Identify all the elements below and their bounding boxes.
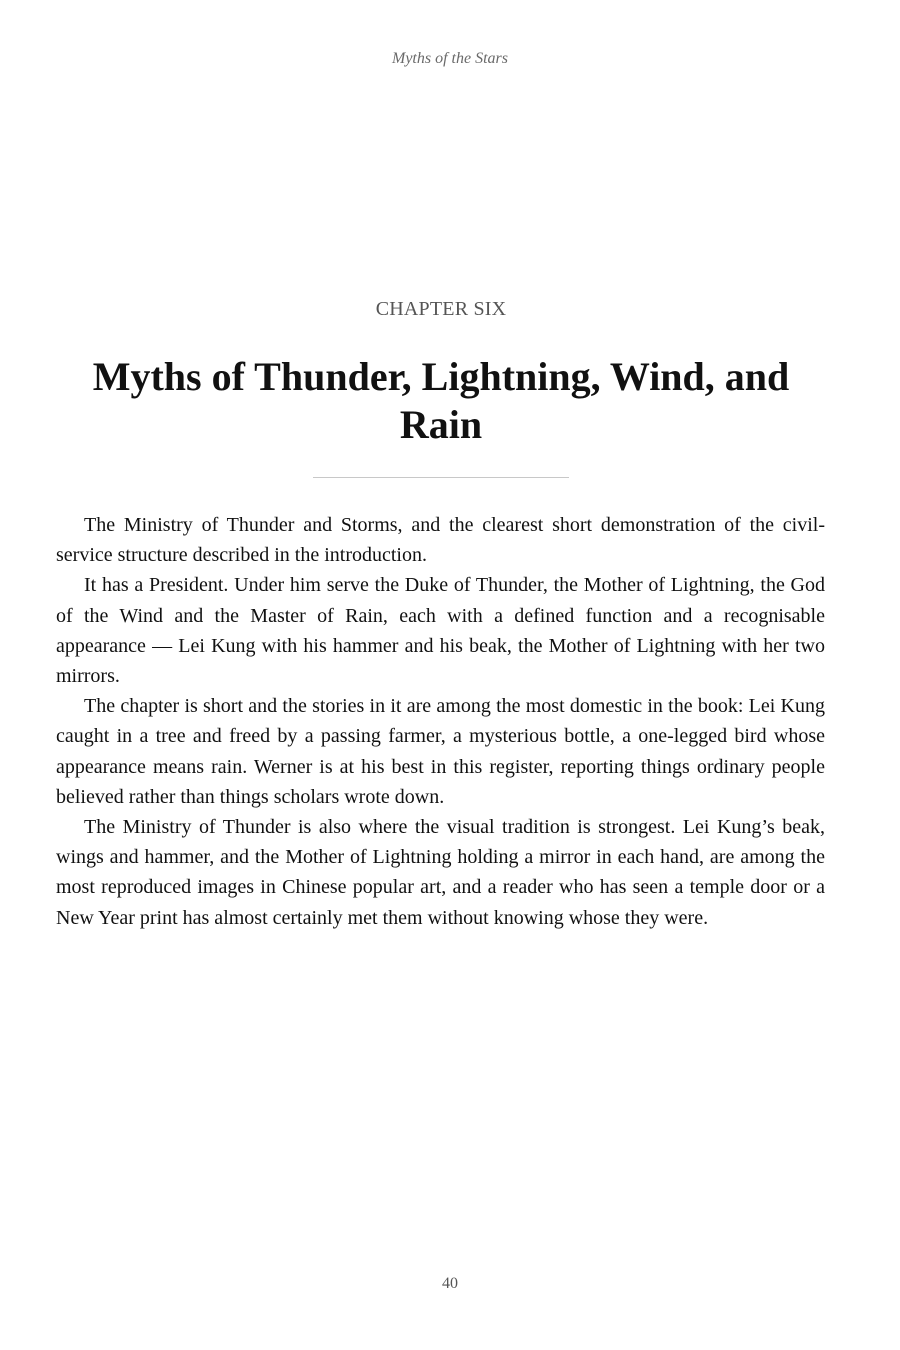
page-number: 40 [442,1275,458,1292]
paragraph: It has a President. Under him serve the Duke of Thunder, the Mother of Lightning, the God of the Wind and the Master of Rain, each with a defined function and a recognisable appearance — Lei Kung with his hammer and his beak, the Mother of Lightning with her two mirrors. [56,574,825,688]
paragraph: The chapter is short and the stories in it are among the most domestic in the book: Lei Kung caught in a tree and freed by a passing farmer, a mysterious bottle, a one-legged bird whose appearance means rain. Werner is at his best in this register, reporting things ordinary people believed rather than things scholars wrote down. [56,695,825,808]
running-header: Myths of the Stars [392,50,508,67]
paragraph: The Ministry of Thunder and Storms, and the clearest short demonstration of the civil-service structure described in the introduction. [56,514,825,567]
title-divider [313,477,569,478]
chapter-title: Myths of Thunder, Lightning, Wind, and Rain [92,354,790,447]
body-text [56,510,825,933]
paragraph: The Ministry of Thunder is also where the visual tradition is strongest. Lei Kung’s beak, wings and hammer, and the Mother of Lightning holding a mirror in each hand, are among the most reproduced images in Chinese popular art, and a reader who has seen a temple door or a New Year print has almost certainly met them without knowing whose they were. [56,816,825,929]
chapter-label: CHAPTER SIX [375,298,507,320]
